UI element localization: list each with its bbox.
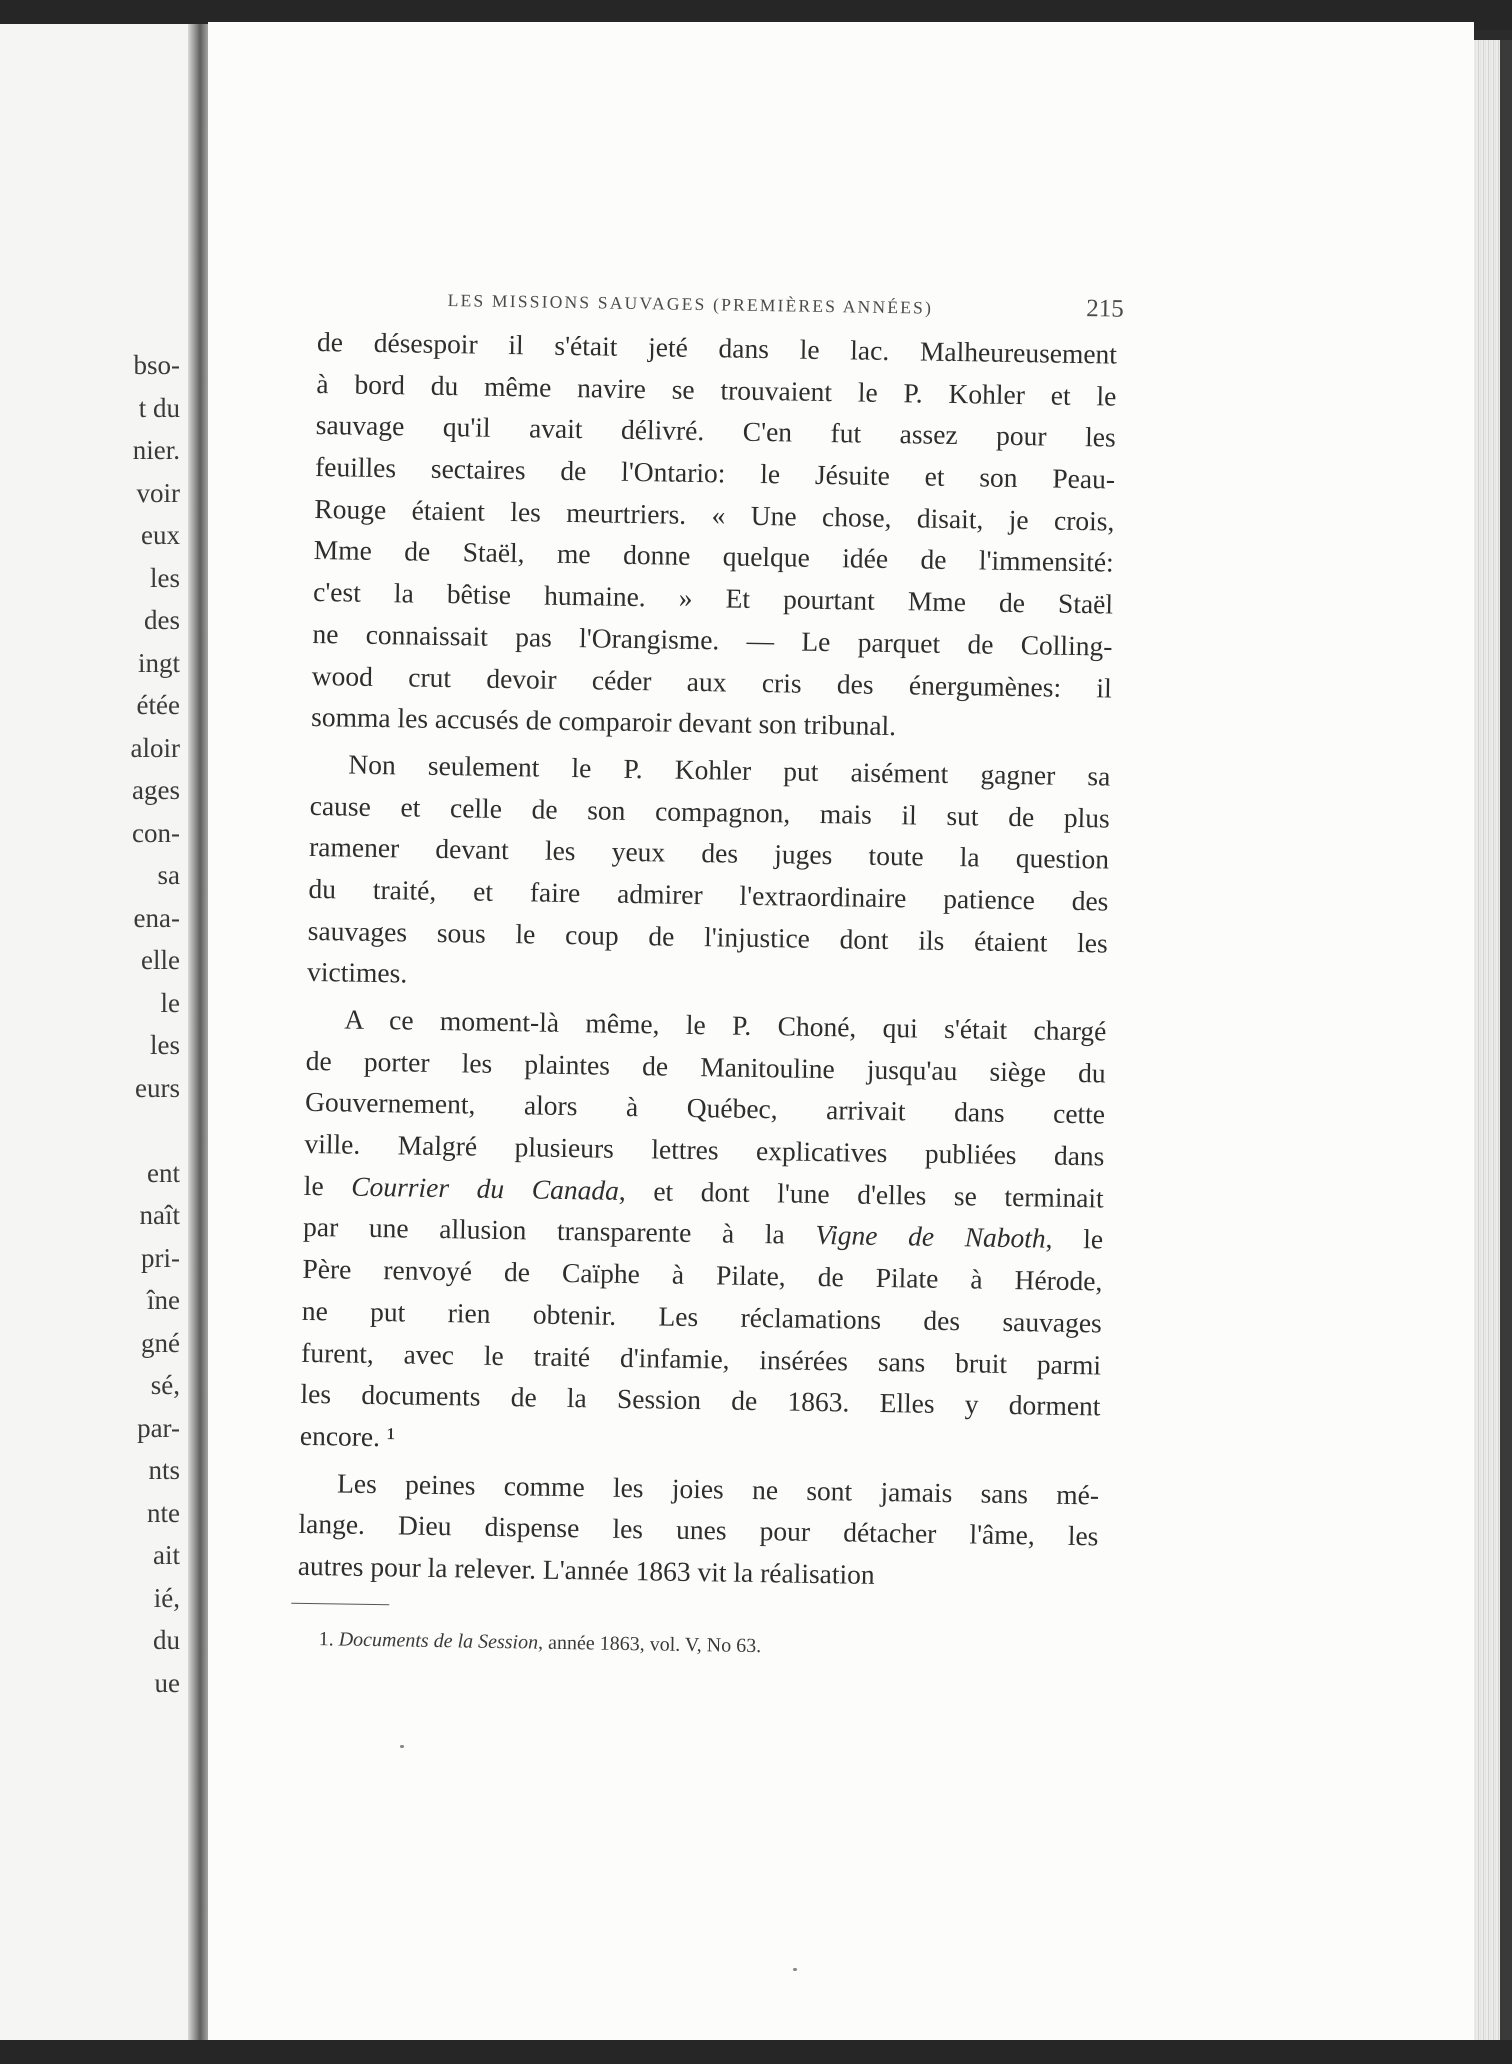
text-line: wood crut devoir céder aux cris des énergumènes: il — [311, 659, 1112, 704]
left-page-fragment-text: sa — [157, 860, 180, 890]
left-page-fragment — [0, 1024, 180, 1067]
left-page-fragment — [0, 1194, 180, 1237]
left-page-fragment-text: naît — [139, 1200, 180, 1230]
left-page-fragment — [0, 1364, 180, 1407]
left-page-fragment-text: gné — [141, 1327, 180, 1358]
text-line: ramener devant les yeux des juges toute la question — [308, 831, 1110, 875]
text-line: feuilles sectaires de l'Ontario: le Jésuite et son Peau- — [314, 451, 1116, 495]
left-page-fragment — [0, 769, 180, 812]
text-line: à bord du même navire se trouvaient le P. Kohler et le — [316, 367, 1117, 412]
text-line: Père renvoyé de Caïphe à Pilate, de Pilate à Hérode, — [302, 1253, 1103, 1297]
left-page-fragment-text: par- — [137, 1412, 180, 1443]
left-page-fragment — [0, 387, 180, 430]
text-line: victimes. — [306, 956, 408, 989]
text-line: encore. ¹ — [299, 1419, 396, 1453]
left-page-fragment — [0, 599, 180, 642]
text-line: Rouge étaient les meurtriers. « Une chose, disait, je crois, — [314, 492, 1115, 537]
text-line: lange. Dieu dispense les unes pour détacher l'âme, les — [298, 1508, 1099, 1552]
text-line: ne connaissait pas l'Orangisme. — Le parquet de Colling- — [312, 617, 1113, 662]
dust-speck — [793, 1968, 797, 1971]
left-page-fragment — [0, 812, 180, 855]
paragraph — [307, 743, 1111, 1006]
page-edges-shadow — [1500, 40, 1512, 2040]
running-title: LES MISSIONS SAUVAGES (PREMIÈRES ANNÉES) — [447, 290, 934, 318]
left-page-fragment — [0, 429, 180, 472]
left-page-fragment — [0, 897, 180, 940]
left-page-fragment — [0, 1662, 180, 1705]
left-page-fragment-text: du — [153, 1625, 180, 1655]
left-page-fragment — [0, 1237, 180, 1280]
left-page-fragment-text: nts — [148, 1455, 180, 1485]
left-page-fragment — [0, 1109, 180, 1152]
left-page-fragment-text: ié, — [153, 1582, 180, 1613]
left-page-fragment-text: eurs — [135, 1072, 180, 1103]
left-page-text-fragments — [0, 344, 180, 1704]
text-line: ville. Malgré plusieurs lettres explicatives publiées dans — [304, 1127, 1105, 1172]
text-line: autres pour la relever. L'année 1863 vit la réalisation — [297, 1549, 875, 1590]
text-line: le Courrier du Canada, et dont l'une d'elles se terminait — [303, 1169, 1104, 1214]
left-page-fragment — [0, 1492, 180, 1535]
left-page-fragment — [0, 642, 180, 685]
left-page-fragment-text: les — [150, 562, 180, 593]
text-line: sauvage qu'il avait délivré. C'en fut assez pour les — [315, 409, 1116, 453]
left-page-fragment — [0, 982, 180, 1025]
left-page — [0, 24, 190, 2046]
left-page-fragment — [0, 1322, 180, 1365]
text-line: du traité, et faire admirer l'extraordinaire patience des — [308, 872, 1109, 917]
left-page-fragment — [0, 854, 180, 897]
text-line: les documents de la Session de 1863. Elles y dorment — [300, 1378, 1101, 1422]
text-line: c'est la bêtise humaine. » Et pourtant Mme de Staël — [312, 576, 1114, 620]
left-page-fragment — [0, 557, 180, 600]
left-page-fragment-text: étée — [136, 690, 180, 720]
text-line: Mme de Staël, me donne quelque idée de l'immensité: — [313, 534, 1114, 578]
page-content — [297, 283, 1124, 1663]
left-page-fragment — [0, 1619, 180, 1662]
text-line: Les peines comme les joies ne sont jamais sans mé- — [336, 1467, 1100, 1510]
page-number: 215 — [1085, 295, 1124, 323]
left-page-fragment — [0, 1407, 180, 1450]
left-page-fragment — [0, 1577, 180, 1620]
left-page-fragment — [0, 1279, 180, 1322]
dust-speck — [400, 1745, 404, 1748]
text-line: sauvages sous le coup de l'injustice dont ils étaient les — [307, 914, 1108, 959]
scanner-bottom-border — [0, 2040, 1512, 2064]
left-page-fragment-text: voir — [136, 477, 180, 508]
left-page-fragment-text: nier. — [132, 435, 180, 465]
left-page-fragment-text: ent — [147, 1157, 180, 1188]
left-page-fragment-text: t du — [138, 392, 180, 423]
text-line: furent, avec le traité d'infamie, insérées sans bruit parmi — [300, 1336, 1102, 1380]
left-page-fragment-text: le — [160, 987, 180, 1018]
text-line: cause et celle de son compagnon, mais il sut de plus — [309, 789, 1110, 834]
text-line: Gouvernement, alors à Québec, arrivait dans cette — [304, 1086, 1106, 1130]
text-line: de désespoir il s'était jeté dans le lac. Malheureusement — [316, 325, 1118, 370]
left-page-fragment-text: con- — [132, 817, 180, 848]
left-page-fragment — [0, 684, 180, 727]
left-page-fragment-text: aloir — [130, 732, 180, 763]
text-line: de porter les plaintes de Manitouline jusqu'au siège du — [305, 1044, 1106, 1089]
left-page-fragment-text: les — [150, 1030, 180, 1060]
left-page-fragment — [0, 1067, 180, 1110]
left-page-fragment — [0, 939, 180, 982]
left-page-fragment-text: ena- — [133, 902, 180, 933]
left-page-fragment — [0, 344, 180, 387]
footnote-rule — [291, 1602, 389, 1605]
paragraph — [298, 1461, 1100, 1599]
left-page-fragment — [0, 514, 180, 557]
left-page-fragment — [0, 1534, 180, 1577]
left-page-fragment — [0, 1449, 180, 1492]
left-page-fragment-text: pri- — [141, 1242, 180, 1273]
book-gutter — [188, 24, 210, 2046]
left-page-fragment-text: des — [144, 605, 180, 635]
body-text — [298, 321, 1118, 1599]
left-page-fragment-text: îne — [147, 1285, 180, 1315]
left-page-fragment-text: elle — [141, 945, 180, 975]
footnote: 1. Documents de la Session, année 1863, vol. V, No 63. — [318, 1627, 762, 1657]
paragraph — [300, 998, 1107, 1469]
text-line: ne put rien obtenir. Les réclamations des sauvages — [301, 1294, 1103, 1339]
left-page-fragment-text: sé, — [150, 1370, 180, 1400]
text-line: somma les accusés de comparoir devant son tribunal. — [310, 701, 897, 742]
text-line: par une allusion transparente à la Vigne de Naboth, le — [302, 1211, 1104, 1255]
left-page-fragment-text: ingt — [137, 647, 180, 678]
left-page-fragment-text: ait — [153, 1540, 180, 1570]
text-line: A ce moment-là même, le P. Choné, qui s'était chargé — [344, 1003, 1107, 1047]
text-line: Non seulement le P. Kohler put aisément gagner sa — [348, 748, 1111, 792]
left-page-fragment-text: ages — [132, 775, 180, 805]
left-page-fragment-text: nte — [147, 1497, 180, 1528]
left-page-fragment — [0, 472, 180, 515]
left-page-fragment — [0, 1152, 180, 1195]
left-page-fragment — [0, 727, 180, 770]
left-page-fragment-text: ue — [154, 1667, 180, 1698]
paragraph — [311, 321, 1117, 750]
left-page-fragment-text: eux — [141, 520, 180, 550]
left-page-fragment-text: bso- — [133, 350, 180, 380]
